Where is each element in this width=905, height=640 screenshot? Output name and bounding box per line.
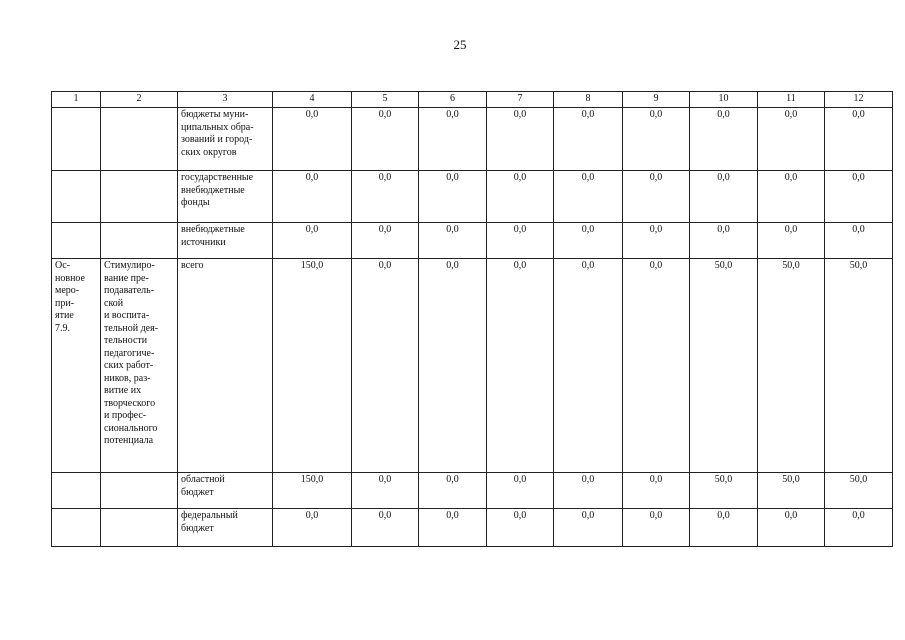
cell-line: ской	[104, 297, 124, 309]
funding-source-cell	[178, 108, 273, 171]
value-cell: 0,0	[690, 223, 758, 259]
cell-line: творческого	[104, 397, 156, 409]
cell-line: внебюджетные	[181, 184, 245, 196]
value-cell: 0,0	[487, 223, 554, 259]
value-cell: 0,0	[487, 509, 554, 547]
cell-line: и воспита-	[104, 310, 150, 321]
cell-line: новное	[55, 272, 85, 284]
activity-code-cell	[52, 509, 101, 547]
column-header-10: 10	[690, 92, 758, 108]
cell-line: федеральный	[181, 510, 238, 521]
cell-line: витие их	[104, 385, 142, 396]
value-cell: 50,0	[758, 473, 825, 509]
table-row	[52, 473, 893, 509]
value-cell: 0,0	[554, 108, 623, 171]
cell-line: государственные	[181, 172, 254, 183]
page-number: 25	[453, 37, 467, 52]
activity-name-cell	[101, 223, 178, 259]
value-cell: 150,0	[273, 473, 352, 509]
value-cell: 50,0	[690, 473, 758, 509]
value-cell: 0,0	[690, 108, 758, 171]
value-cell: 0,0	[352, 259, 419, 473]
cell-line: областной	[181, 474, 225, 485]
cell-line: ципальных обра-	[181, 121, 254, 133]
cell-line: источники	[181, 236, 226, 248]
value-cell: 50,0	[690, 259, 758, 473]
value-cell: 0,0	[352, 171, 419, 223]
value-cell: 0,0	[623, 223, 690, 259]
column-header-4: 4	[273, 92, 352, 108]
value-cell: 0,0	[419, 259, 487, 473]
value-cell: 0,0	[273, 171, 352, 223]
funding-source-cell	[178, 509, 273, 547]
cell-line: педагогиче-	[104, 347, 155, 359]
value-cell: 0,0	[758, 108, 825, 171]
value-cell: 0,0	[554, 223, 623, 259]
column-header-11: 11	[758, 92, 825, 108]
column-header-12: 12	[825, 92, 893, 108]
budget-table	[51, 91, 893, 547]
value-cell: 0,0	[352, 509, 419, 547]
cell-line: ских работ-	[104, 360, 154, 371]
value-cell: 50,0	[825, 473, 893, 509]
value-cell: 0,0	[487, 171, 554, 223]
value-cell: 0,0	[758, 171, 825, 223]
cell-line: ских округов	[181, 146, 237, 158]
column-header-7: 7	[487, 92, 554, 108]
value-cell: 0,0	[419, 473, 487, 509]
value-cell: 0,0	[825, 223, 893, 259]
value-cell: 50,0	[758, 259, 825, 473]
value-cell: 0,0	[758, 509, 825, 547]
table-row	[52, 108, 893, 171]
cell-line: бюджет	[181, 522, 214, 534]
cell-line: сионального	[104, 422, 158, 434]
column-header-9: 9	[623, 92, 690, 108]
cell-line: вание пре-	[104, 272, 149, 284]
value-cell: 0,0	[690, 171, 758, 223]
cell-line: бюджеты муни-	[181, 109, 249, 120]
column-header-6: 6	[419, 92, 487, 108]
activity-name-cell	[101, 171, 178, 223]
cell-line: меро-	[55, 285, 80, 296]
value-cell: 0,0	[825, 509, 893, 547]
value-cell: 0,0	[352, 108, 419, 171]
value-cell: 0,0	[419, 108, 487, 171]
activity-code-cell	[52, 223, 101, 259]
table-row	[52, 509, 893, 547]
value-cell: 0,0	[554, 171, 623, 223]
cell-line: 7.9.	[55, 322, 70, 334]
activity-code-cell	[52, 108, 101, 171]
value-cell: 0,0	[623, 259, 690, 473]
value-cell: 150,0	[273, 259, 352, 473]
value-cell: 0,0	[352, 473, 419, 509]
value-cell: 0,0	[487, 108, 554, 171]
value-cell: 0,0	[273, 223, 352, 259]
activity-code-cell	[52, 473, 101, 509]
table-row	[52, 259, 893, 473]
value-cell: 0,0	[273, 108, 352, 171]
cell-line: фонды	[181, 197, 210, 208]
header-row	[52, 92, 893, 108]
cell-line: Стимулиро-	[104, 260, 155, 271]
activity-name-cell	[101, 473, 178, 509]
value-cell: 50,0	[825, 259, 893, 473]
cell-line: Ос-	[55, 260, 70, 271]
funding-source-cell	[178, 259, 273, 473]
activity-name-cell	[101, 259, 178, 473]
cell-line: при-	[55, 297, 75, 309]
value-cell: 0,0	[273, 509, 352, 547]
cell-line: бюджет	[181, 486, 214, 498]
column-header-8: 8	[554, 92, 623, 108]
column-header-1: 1	[52, 92, 101, 108]
column-header-2: 2	[101, 92, 178, 108]
value-cell: 0,0	[554, 259, 623, 473]
value-cell: 0,0	[419, 509, 487, 547]
cell-line: зований и город-	[181, 134, 253, 145]
cell-line: потенциала	[104, 435, 154, 446]
value-cell: 0,0	[487, 259, 554, 473]
value-cell: 0,0	[352, 223, 419, 259]
value-cell: 0,0	[487, 473, 554, 509]
cell-line: тельности	[104, 335, 148, 346]
value-cell: 0,0	[758, 223, 825, 259]
funding-source-cell	[178, 473, 273, 509]
table-row	[52, 171, 893, 223]
activity-code-cell	[52, 171, 101, 223]
value-cell: 0,0	[825, 171, 893, 223]
funding-source-cell	[178, 171, 273, 223]
funding-source-cell	[178, 223, 273, 259]
column-header-3: 3	[178, 92, 273, 108]
value-cell: 0,0	[554, 509, 623, 547]
value-cell: 0,0	[419, 171, 487, 223]
cell-line: внебюджетные	[181, 224, 245, 235]
value-cell: 0,0	[690, 509, 758, 547]
cell-line: тельной дея-	[104, 322, 159, 334]
activity-code-cell	[52, 259, 101, 473]
cell-line: ятие	[55, 310, 74, 321]
cell-line: всего	[181, 260, 204, 271]
value-cell: 0,0	[623, 171, 690, 223]
cell-line: ников, раз-	[104, 372, 151, 384]
cell-line: и профес-	[104, 410, 147, 421]
cell-line: подаватель-	[104, 285, 155, 296]
value-cell: 0,0	[419, 223, 487, 259]
value-cell: 0,0	[623, 108, 690, 171]
column-header-5: 5	[352, 92, 419, 108]
value-cell: 0,0	[623, 473, 690, 509]
value-cell: 0,0	[825, 108, 893, 171]
value-cell: 0,0	[623, 509, 690, 547]
activity-name-cell	[101, 509, 178, 547]
table-row	[52, 223, 893, 259]
activity-name-cell	[101, 108, 178, 171]
value-cell: 0,0	[554, 473, 623, 509]
